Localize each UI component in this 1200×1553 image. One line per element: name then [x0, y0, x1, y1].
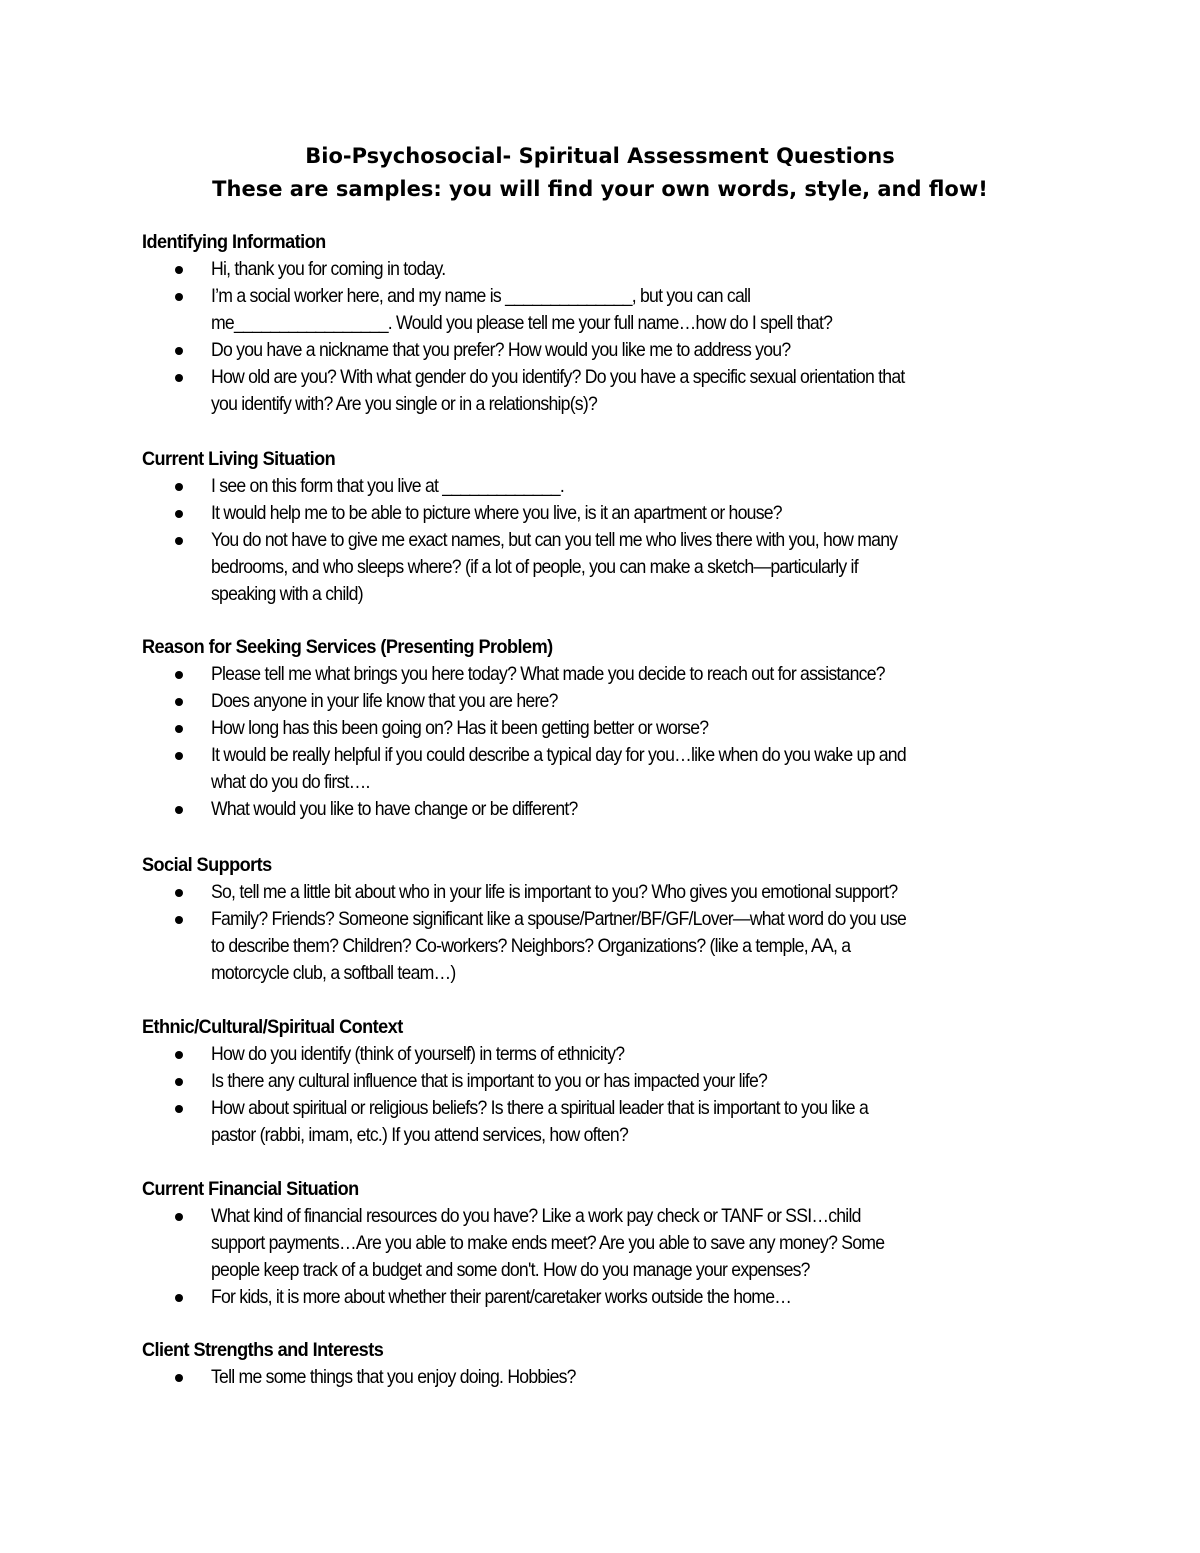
- list-item-line: It would help me to be able to picture where you live, is it an apartment or house?: [211, 502, 782, 524]
- list-item: [142, 1284, 1082, 1311]
- list-item-text: [211, 473, 1152, 500]
- section-client-strengths-and-interests: [142, 1337, 1082, 1391]
- list-item: [142, 500, 1082, 527]
- document-subtitle: These are samples: you will find your own words, style, and flow!: [212, 177, 988, 201]
- section-current-financial-situation: [142, 1176, 1082, 1311]
- list-item: [142, 1068, 1082, 1095]
- bullet-dot-icon: [175, 889, 183, 897]
- list-item: [142, 1095, 1082, 1149]
- bullet-dot-icon: [175, 266, 183, 274]
- list-item-line: Is there any cultural influence that is important to you or has impacted your life?: [211, 1070, 768, 1092]
- list-item-line: what do you do first….: [211, 771, 370, 793]
- bullet-dot-icon: [175, 374, 183, 382]
- bullet-dot-icon: [175, 916, 183, 924]
- list-item: [142, 715, 1082, 742]
- list-item-line: you identify with? Are you single or in a relationship(s)?: [211, 393, 598, 415]
- list-item-line: Do you have a nickname that you prefer? How would you like me to address you?: [211, 339, 791, 361]
- list-item-line: For kids, it is more about whether their parent/caretaker works outside the home…: [211, 1286, 792, 1308]
- bullet-dot-icon: [175, 1213, 183, 1221]
- list-item-text: [211, 1203, 1152, 1284]
- section-social-supports: [142, 852, 1082, 987]
- bullet-list: [142, 661, 1082, 823]
- list-item-line: motorcycle club, a softball team…): [211, 962, 456, 984]
- list-item-text: [211, 879, 1152, 906]
- list-item-line: people keep track of a budget and some don't. How do you manage your expenses?: [211, 1259, 810, 1281]
- section-reason-for-seeking-services: [142, 634, 1082, 823]
- bullet-dot-icon: [175, 537, 183, 545]
- list-item-text: [211, 1095, 1152, 1149]
- list-item: [142, 473, 1082, 500]
- bullet-dot-icon: [175, 1105, 183, 1113]
- list-item-line: pastor (rabbi, imam, etc.) If you attend services, how often?: [211, 1124, 629, 1146]
- list-item: [142, 283, 1082, 337]
- section-ethnic-cultural-spiritual-context: [142, 1014, 1082, 1149]
- list-item-text: [211, 364, 1152, 418]
- list-item-line: What kind of financial resources do you have? Like a work pay check or TANF or SSI…child: [211, 1205, 861, 1227]
- bullet-list: [142, 1364, 1082, 1391]
- list-item: [142, 688, 1082, 715]
- section-current-living-situation: [142, 446, 1082, 608]
- bullet-list: [142, 473, 1082, 608]
- list-item-text: [211, 661, 1152, 688]
- section-identifying-information: [142, 229, 1082, 418]
- list-item-text: [211, 1041, 1152, 1068]
- list-item-line: Family? Friends? Someone significant like a spouse/Partner/BF/GF/Lover—what word do you use: [211, 908, 907, 930]
- list-item-line: me_________________. Would you please tell me your full name…how do I spell that?: [211, 312, 833, 334]
- list-item-line: I’m a social worker here, and my name is ______________, but you can call: [211, 285, 751, 307]
- section-heading: Current Financial Situation: [142, 1178, 359, 1200]
- section-heading: Reason for Seeking Services (Presenting Problem): [142, 636, 553, 658]
- list-item-line: What would you like to have change or be different?: [211, 798, 578, 820]
- section-heading: Current Living Situation: [142, 448, 336, 470]
- section-heading: Client Strengths and Interests: [142, 1339, 384, 1361]
- bullet-dot-icon: [175, 1374, 183, 1382]
- list-item-text: [211, 715, 1152, 742]
- list-item-text: [211, 796, 1152, 823]
- list-item-line: Does anyone in your life know that you are here?: [211, 690, 558, 712]
- list-item-text: [211, 500, 1152, 527]
- list-item-line: It would be really helpful if you could describe a typical day for you…like when do you wake up and: [211, 744, 906, 766]
- list-item-text: [211, 337, 1152, 364]
- list-item-line: Tell me some things that you enjoy doing. Hobbies?: [211, 1366, 576, 1388]
- bullet-list: [142, 1203, 1082, 1311]
- list-item-line: How about spiritual or religious beliefs? Is there a spiritual leader that is important to you like a: [211, 1097, 869, 1119]
- bullet-list: [142, 256, 1082, 418]
- list-item-line: bedrooms, and who sleeps where? (if a lot of people, you can make a sketch—particularly if: [211, 556, 858, 578]
- bullet-dot-icon: [175, 1078, 183, 1086]
- list-item-line: speaking with a child): [211, 583, 363, 605]
- list-item: [142, 527, 1082, 608]
- section-heading: Social Supports: [142, 854, 272, 876]
- list-item-text: [211, 688, 1152, 715]
- list-item-line: You do not have to give me exact names, but can you tell me who lives there with you, how many: [211, 529, 898, 551]
- list-item: [142, 1041, 1082, 1068]
- bullet-dot-icon: [175, 293, 183, 301]
- section-heading: Identifying Information: [142, 231, 326, 253]
- bullet-dot-icon: [175, 1051, 183, 1059]
- list-item-text: [211, 1284, 1152, 1311]
- bullet-dot-icon: [175, 698, 183, 706]
- list-item: [142, 661, 1082, 688]
- list-item-line: to describe them? Children? Co-workers? Neighbors? Organizations? (like a temple, AA, a: [211, 935, 851, 957]
- list-item: [142, 1364, 1082, 1391]
- list-item-line: How do you identify (think of yourself) in terms of ethnicity?: [211, 1043, 625, 1065]
- list-item-line: Hi, thank you for coming in today.: [211, 258, 446, 280]
- list-item: [142, 796, 1082, 823]
- list-item: [142, 742, 1082, 796]
- list-item-line: support payments…Are you able to make ends meet? Are you able to save any money? Some: [211, 1232, 885, 1254]
- list-item-text: [211, 742, 1152, 796]
- list-item-line: I see on this form that you live at _____________.: [211, 475, 564, 497]
- bullet-dot-icon: [175, 725, 183, 733]
- list-item-line: How long has this been going on? Has it been getting better or worse?: [211, 717, 709, 739]
- bullet-dot-icon: [175, 483, 183, 491]
- list-item-text: [211, 1068, 1152, 1095]
- list-item: [142, 256, 1082, 283]
- list-item: [142, 879, 1082, 906]
- list-item-line: So, tell me a little bit about who in your life is important to you? Who gives you emotional support?: [211, 881, 898, 903]
- bullet-list: [142, 879, 1082, 987]
- document-title: Bio-Psychosocial- Spiritual Assessment Questions: [305, 144, 895, 168]
- bullet-dot-icon: [175, 671, 183, 679]
- list-item-line: How old are you? With what gender do you identify? Do you have a specific sexual orientation that: [211, 366, 905, 388]
- bullet-dot-icon: [175, 752, 183, 760]
- list-item-line: Please tell me what brings you here today? What made you decide to reach out for assistance?: [211, 663, 885, 685]
- list-item-text: [211, 906, 1152, 987]
- bullet-dot-icon: [175, 806, 183, 814]
- list-item-text: [211, 283, 1152, 337]
- list-item: [142, 364, 1082, 418]
- bullet-dot-icon: [175, 1294, 183, 1302]
- bullet-list: [142, 1041, 1082, 1149]
- list-item-text: [211, 256, 1152, 283]
- bullet-dot-icon: [175, 510, 183, 518]
- list-item-text: [211, 527, 1152, 608]
- list-item-text: [211, 1364, 1152, 1391]
- section-heading: Ethnic/Cultural/Spiritual Context: [142, 1016, 403, 1038]
- list-item: [142, 1203, 1082, 1284]
- list-item: [142, 337, 1082, 364]
- bullet-dot-icon: [175, 347, 183, 355]
- list-item: [142, 906, 1082, 987]
